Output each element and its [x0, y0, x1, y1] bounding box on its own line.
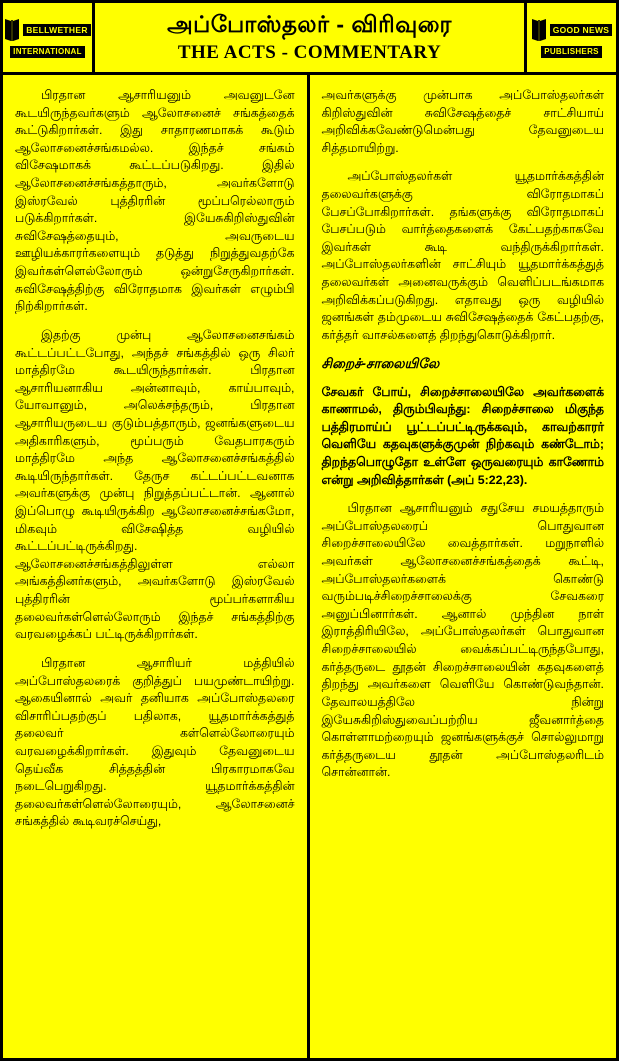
paragraph: அவர்களுக்கு முன்பாக அப்போஸ்தலர்கள் கிறிஸ்துவின் சுவிசேஷத்தைச் சாட்சியாய் அறிவிக்கவேண்டுமென்பது தேவனுடைய சித்தமாயிற்று. [321, 88, 604, 155]
logo-right-line1: GOOD NEWS [550, 24, 613, 37]
paragraph: அப்போஸ்தலர்கள் யூதமார்க்கத்தின் தலைவர்களுக்கு விரோதமாகப் பேசப்போகிறார்கள். தங்களுக்கு விரோதமாகப் பேசப்படும் வார்த்தைகளைக் கேட்பதற்காகவே இவர்கள் கூடி வந்திருக்கிறார்கள். அப்போஸ்தலர்களின் சாட்சியும் யூதமார்க்கத்துத் தலைவர்கள் அனைவருக்கும் வெளிப்படங்கமாக அறிவிக்கப்படுகிறது. எதாவது ஒரு வழியில் ஜனங்கள் தம்முடைய சுவிசேஷத்தைக் கேட்பதற்கு, கர்த்தர் வாசல்களைத் திறந்துகொடுக்கிறார். [321, 169, 604, 342]
publisher-logo-right [524, 3, 616, 72]
paragraph: பிரதான ஆசாரியனும் அவனுடனே கூடயிருந்தவர்களும் ஆலோசனைச் சங்கத்தைக் கூட்டுகிறார்கள். இது சாதாரணமாகக் கூடும் ஆலோசனைச்சங்கமல்ல. இந்தச் சங்கம் விசேஷமாகக் கூட்டப்படுகிறது. இதில் ஆலோசனைச்சங்கத்தாரும், அவர்களோடு இஸ்ரவேல் புத்திரரின் மூப்பரெல்லாரும் படுக்கிறார்கள். இயேசுகிறிஸ்துவின் சுவிசேஷத்தையும், அவருடைய ஊழியக்காரர்களையும் தடுத்து நிறுத்துவதற்கே இவர்கள்ளெல்லோரும் ஒன்றுசேருகிறார்கள். சுவிசேஷத்திற்கு விரோதமாக இவர்கள் எழும்பி நிற்கிறார்கள். [15, 88, 295, 314]
paragraph: பிரதான ஆசாரியர் மத்தியில் அப்போஸ்தலரைக் குறித்துப் பயமுண்டாயிற்று. ஆகையினால் அவர் தனியாக அப்போஸ்தலரை விசாரிப்பதற்குப் பதிலாக, யூதமார்க்கத்துத் தலைவர் கள்ளெல்லோரையும் வரவழைக்கிறார்கள். இதுவும் தேவனுடைய தெய்வீக சித்தத்தின் பிரகாரமாகவே நடைபெறுகிறது. யூதமார்க்கத்தின் தலைவர்கள்ளெல்லோரையும், ஆலோசனைச் சங்கத்தில் கூடிவரச்செய்து, [15, 655, 295, 829]
body-columns [3, 75, 616, 1058]
page-title-tamil: அப்போஸ்தலர் - விரிவுரை [167, 10, 452, 37]
left-column [3, 75, 310, 1058]
scripture-quote: சேவகர் போய், சிறைச்சாலையிலே அவர்களைக் காணாமல், திரும்பிவந்து: சிறைச்சாலை மிகுந்த பத்திரமாய்ப் பூட்டப்பட்டிருக்கவும், காவற்காரர் வெளியே கதவுகளுக்குமுன் நிற்கவும் கண்டோம்; திறந்தபொழுதோ உள்ளே ஒருவரையும் காணோம் என்று அறிவித்தார்கள் (அப் 5:22,23). [321, 384, 604, 487]
logo-right-row [529, 17, 614, 43]
logo-left-line1: BELLWETHER [23, 24, 91, 37]
section-heading: சிறைச்-சாலையிலே [321, 355, 440, 371]
page-header [3, 3, 616, 75]
paragraph: இதற்கு முன்பு ஆலோசனைசங்கம் கூட்டப்பட்டபோது, அந்தச் சங்கத்தில் ஒரு சிலர் மாத்திரமே கூடயிருந்தார்கள். பிரதான ஆசாரியனாகிய அன்னாவும், காய்பாவும், யோவானும், அலெக்சந்தரும், பிரதான ஆசாரியருடைய குடும்பத்தாரும், ஜனங்களுடைய அதிகாரிகளும், மூப்பரும் வேதபாரகரும் மாத்திரமே அந்த ஆலோசனைச்சங்கத்தில் கூடியிருந்தார்கள். தேருச கட்டப்பட்டவனாக அவர்களுக்கு முன்பு நிறுத்தப்பட்டான். ஆனால் இப்பொழு கூடியிருக்கிற ஆலோசனைச்சங்கமோ, மிகவும் விசேஷித்த வழியில் கூட்டப்பட்டிருக்கிறது. ஆலோசனைச்சங்கத்திலுள்ள எல்லா அங்கத்தினர்களும், அவர்களோடு இஸ்ரவேல் புத்திரரின் மூப்பர்களாகிய தலைவர்கள்ளெல்லோரும் இந்தச் சங்கத்திற்கு வரவழைக்கப் பட்டிருக்கிறார்கள். [15, 327, 295, 642]
logo-left-row [5, 17, 90, 43]
publisher-logo-left [3, 3, 95, 72]
right-column [310, 75, 617, 1058]
page-title-english: THE ACTS - COMMENTARY [177, 42, 442, 64]
paragraph: பிரதான ஆசாரியனும் சதுசேய சமயத்தாரும் அப்போஸ்தலரைப் பொதுவான சிறைச்சாலையிலே வைத்தார்கள். மறுநாளில் அவர்கள் ஆலோசனைச்சங்கத்தைக் கூட்டி, அப்போஸ்தலர்களைக் கொண்டு வரும்படிச்சிறைச்சாலைக்கு சேவகரை அனுப்பினார்கள். ஆனால் முந்தின நாள் இராத்திரியிலே, அப்போஸ்தலர்கள் பொதுவான சிறைச்சாலையில் வைக்கப்பட்டிருந்தபோது, கர்த்தருடை தூதன் சிறைச்சாலையின் கதவுகளைத் திறந்து அவர்களை வெளியே கொண்டுவந்தான். தேவாலயத்திலே நின்று இயேசுகிறிஸ்துவைப்பற்றிய ஜீவனார்த்தை கொள்ளாமற்றையும் ஜனங்களுக்குச் சொல்லுமாறு கர்த்தருடைய தூதன் அப்போஸ்தலரிடம் சொன்னான். [321, 501, 604, 780]
logo-left-line2: INTERNATIONAL [10, 46, 85, 58]
open-book-icon [531, 17, 547, 43]
logo-right-line2: PUBLISHERS [541, 46, 602, 58]
open-book-icon [4, 17, 20, 43]
page-title-block [95, 3, 524, 72]
